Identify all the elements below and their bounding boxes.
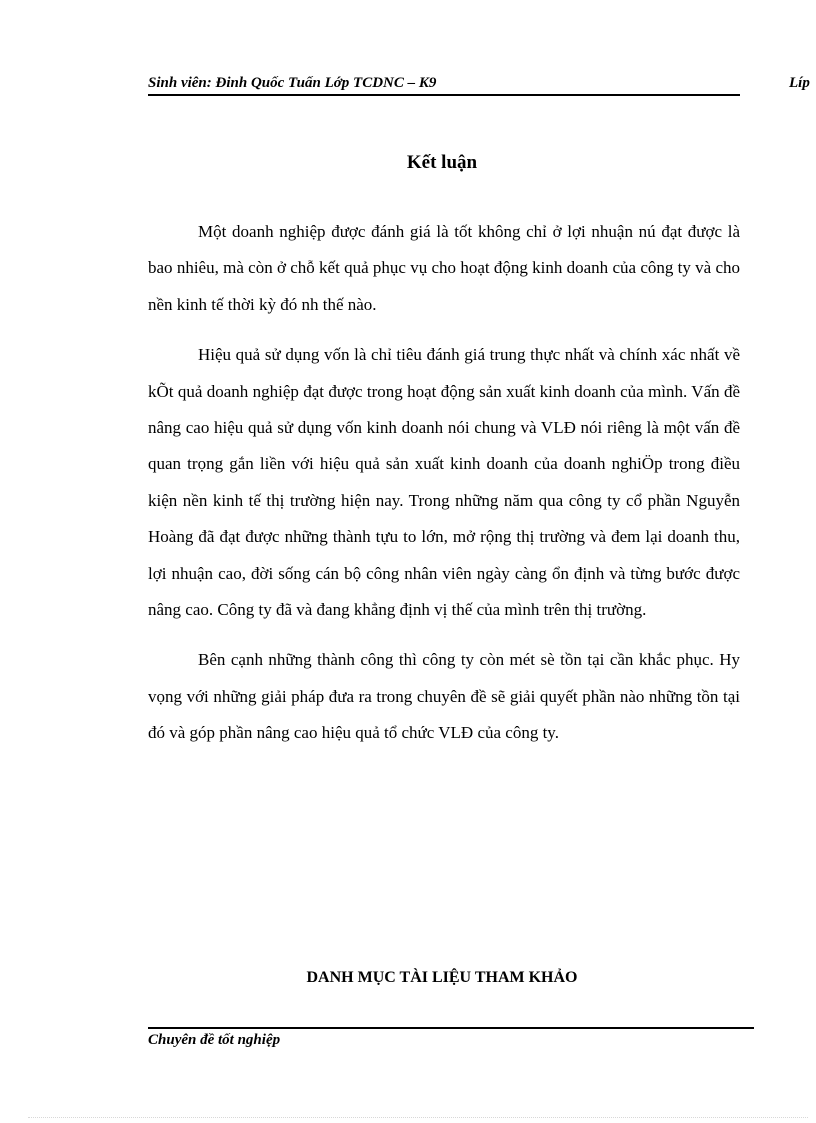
conclusion-body [148, 214, 740, 766]
footer-divider [148, 1027, 754, 1029]
header-divider [148, 94, 740, 96]
references-title: DANH MỤC TÀI LIỆU THAM KHẢO [306, 969, 578, 986]
paragraph-3: Bên cạnh những thành công thì công ty còn mét sè tồn tại cần khắc phục. Hy vọng với những giải pháp đưa ra trong chuyên đề sẽ giải quyết phần nào những tồn tại đó và góp phần nâng cao hiệu quả tổ chức VLĐ của công ty. [148, 650, 740, 743]
paragraph-2: Hiệu quả sử dụng vốn là chỉ tiêu đánh giá trung thực nhất và chính xác nhất về kÕt quả doanh nghiệp đạt được trong hoạt động sản xuất kinh doanh của mình. Vấn đề nâng cao hiệu quả sử dụng vốn kinh doanh nói chung và VLĐ nói riêng là một vấn đề quan trọng gắn liền với hiệu quả sản xuất kinh doanh của doanh nghiÖp trong điều kiện nền kinh tế thị trường hiện nay. Trong những năm qua công ty cổ phần Nguyễn Hoàng đã đạt được những thành tựu to lớn, mở rộng thị trường và đem lại doanh thu, lợi nhuận cao, đời sống cán bộ công nhân viên ngày càng ổn định và từng bước được nâng cao. Công ty đã và đang khẳng định vị thế của mình trên thị trường. [148, 345, 740, 620]
paragraph-1: Một doanh nghiệp được đánh giá là tốt không chỉ ở lợi nhuận nú đạt được là bao nhiêu, mà còn ở chỗ kết quả phục vụ cho hoạt động kinh doanh của công ty và cho nền kinh tế thời kỳ đó nh thế nào. [148, 222, 740, 314]
footer-label: Chuyên đề tốt nghiệp [148, 1032, 281, 1048]
header-class-label: Líp [789, 75, 810, 91]
page-title: Kết luận [406, 152, 478, 173]
page-bottom-edge [28, 1117, 808, 1118]
header-student-info: Sinh viên: Đinh Quốc Tuấn Lớp TCDNC – K9 [148, 75, 437, 91]
